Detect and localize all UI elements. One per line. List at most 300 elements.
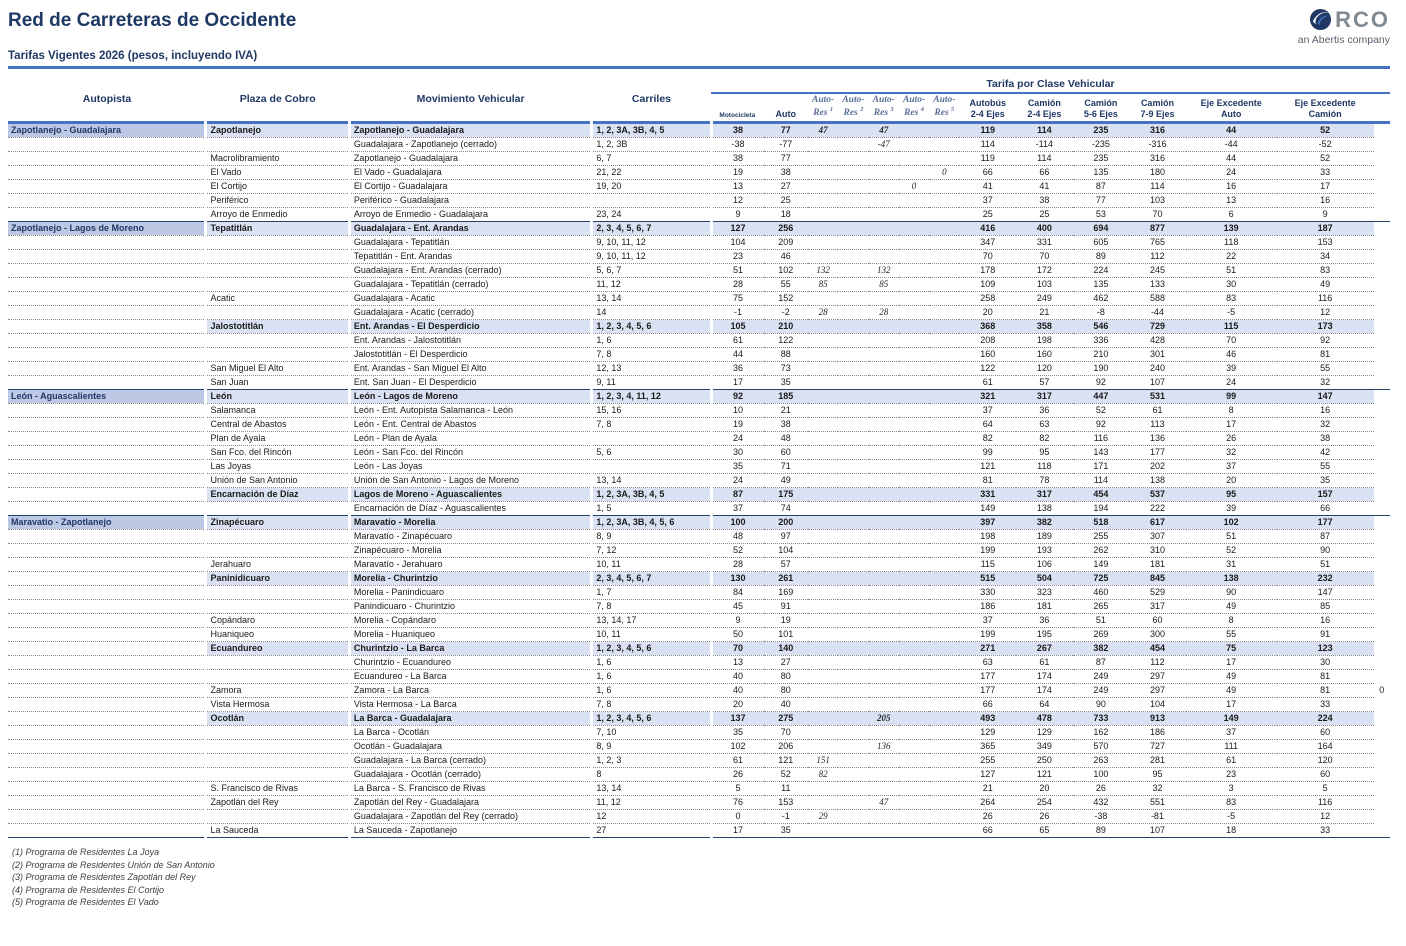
tariff-cell-auto-res-4 <box>899 516 929 530</box>
tariff-cell-autobus-2-4-ejes: 198 <box>959 530 1016 544</box>
carriles-cell: 5, 6, 7 <box>592 264 711 278</box>
tariff-cell-camion-5-6-ejes: 89 <box>1073 250 1130 264</box>
tariff-cell-auto-res-2 <box>838 684 868 698</box>
overflow-cell <box>1374 376 1390 390</box>
movimiento-cell: Periférico - Guadalajara <box>349 194 591 208</box>
tariff-cell-auto-res-2 <box>838 516 868 530</box>
tariff-cell-auto-res-2 <box>838 123 868 138</box>
plaza-cell <box>206 306 349 320</box>
tariff-cell-autobus-2-4-ejes: 199 <box>959 628 1016 642</box>
tariff-cell-auto-res-2 <box>838 544 868 558</box>
carriles-cell: 9, 11 <box>592 376 711 390</box>
plaza-cell: León <box>206 390 349 404</box>
col-header-eje-excedente-camion: Eje Excedente Camión <box>1294 98 1356 119</box>
overflow-cell <box>1374 362 1390 376</box>
carriles-cell: 13, 14 <box>592 474 711 488</box>
overflow-cell <box>1374 306 1390 320</box>
plaza-cell: Zamora <box>206 684 349 698</box>
carriles-cell <box>592 432 711 446</box>
tariff-cell-auto: 206 <box>764 740 808 754</box>
tariff-cell-motocicleta: 100 <box>711 516 764 530</box>
tariff-cell-auto-res-5 <box>929 362 959 376</box>
tariff-cell-eje-excedente-auto: 18 <box>1186 824 1277 838</box>
table-row <box>8 138 1390 152</box>
tariff-cell-camion-7-9-ejes: 428 <box>1129 334 1186 348</box>
tariff-cell-auto-res-2 <box>838 558 868 572</box>
tariff-cell-auto-res-3 <box>869 558 899 572</box>
tariff-cell-auto: 88 <box>764 348 808 362</box>
tariff-cell-eje-excedente-camion: 51 <box>1277 558 1374 572</box>
footnote-4: (4) Programa de Residentes El Cortijo <box>12 884 165 895</box>
tariff-cell-auto-res-5 <box>929 152 959 166</box>
tariff-cell-auto-res-5 <box>929 180 959 194</box>
plaza-cell: Zapotlán del Rey <box>206 796 349 810</box>
plaza-cell: Zapotlanejo <box>206 123 349 138</box>
tariff-cell-auto-res-4 <box>899 432 929 446</box>
tariff-cell-camion-2-4-ejes: 36 <box>1016 404 1073 418</box>
carriles-cell: 7, 10 <box>592 726 711 740</box>
autopista-cell <box>8 432 206 446</box>
carriles-cell: 19, 20 <box>592 180 711 194</box>
tariff-cell-eje-excedente-auto: 20 <box>1186 474 1277 488</box>
tariff-cell-auto: 209 <box>764 236 808 250</box>
tariff-cell-eje-excedente-auto: 23 <box>1186 768 1277 782</box>
tariff-cell-auto: 210 <box>764 320 808 334</box>
table-header <box>8 77 1390 123</box>
overflow-cell <box>1374 502 1390 516</box>
movimiento-cell: Guadalajara - Acatic <box>349 292 591 306</box>
tariff-cell-camion-2-4-ejes: 400 <box>1016 222 1073 236</box>
tariff-cell-auto-res-2 <box>838 236 868 250</box>
overflow-cell <box>1374 208 1390 222</box>
tariff-cell-auto-res-1 <box>808 600 838 614</box>
tariff-cell-auto-res-4 <box>899 376 929 390</box>
tariff-cell-camion-2-4-ejes: 181 <box>1016 600 1073 614</box>
tariff-cell-auto-res-4 <box>899 782 929 796</box>
carriles-cell: 7, 8 <box>592 698 711 712</box>
table-row <box>8 796 1390 810</box>
tariff-cell-auto-res-1 <box>808 586 838 600</box>
plaza-cell: Jalostotitlán <box>206 320 349 334</box>
movimiento-cell: Unión de San Antonio - Lagos de Moreno <box>349 474 591 488</box>
tariff-cell-eje-excedente-camion: 91 <box>1277 628 1374 642</box>
tariff-cell-auto: 35 <box>764 824 808 838</box>
carriles-cell: 8, 9 <box>592 740 711 754</box>
plaza-cell <box>206 544 349 558</box>
tariff-cell-camion-7-9-ejes: 112 <box>1129 250 1186 264</box>
tariff-cell-auto-res-5 <box>929 726 959 740</box>
tariff-cell-eje-excedente-camion: 17 <box>1277 180 1374 194</box>
autopista-cell <box>8 362 206 376</box>
tariff-cell-motocicleta: 127 <box>711 222 764 236</box>
tariff-cell-auto-res-2 <box>838 166 868 180</box>
tariff-cell-auto-res-1 <box>808 348 838 362</box>
carriles-cell: 8, 9 <box>592 530 711 544</box>
overflow-cell <box>1374 320 1390 334</box>
movimiento-cell: León - Las Joyas <box>349 460 591 474</box>
tariff-cell-auto-res-4 <box>899 123 929 138</box>
tariff-cell-auto-res-2 <box>838 460 868 474</box>
tariff-cell-eje-excedente-camion: 81 <box>1277 670 1374 684</box>
overflow-cell: 0 <box>1379 685 1385 695</box>
tariff-cell-eje-excedente-camion: 55 <box>1277 362 1374 376</box>
tariff-cell-motocicleta: 87 <box>711 488 764 502</box>
tariff-cell-eje-excedente-auto: 70 <box>1186 334 1277 348</box>
tariff-cell-autobus-2-4-ejes: 177 <box>959 684 1016 698</box>
tariff-cell-eje-excedente-auto: 24 <box>1186 166 1277 180</box>
tariff-cell-auto-res-5 <box>929 544 959 558</box>
tariff-cell-eje-excedente-auto: 37 <box>1186 726 1277 740</box>
tariff-cell-camion-7-9-ejes: 133 <box>1129 278 1186 292</box>
autopista-cell <box>8 166 206 180</box>
tariff-cell-camion-5-6-ejes: 235 <box>1073 123 1130 138</box>
tariff-cell-eje-excedente-camion: 52 <box>1277 123 1374 138</box>
tariff-cell-auto-res-4 <box>899 628 929 642</box>
tariff-cell-auto-res-5 <box>929 810 959 824</box>
tariff-cell-camion-7-9-ejes: 107 <box>1129 376 1186 390</box>
tariff-cell-auto-res-3 <box>869 404 899 418</box>
tariff-cell-autobus-2-4-ejes: 119 <box>959 123 1016 138</box>
tariff-cell-auto-res-1: 132 <box>808 264 838 278</box>
tariff-cell-eje-excedente-camion: 90 <box>1277 544 1374 558</box>
tariff-cell-auto: 18 <box>764 208 808 222</box>
tariff-cell-auto-res-5 <box>929 446 959 460</box>
tariff-cell-auto-res-3 <box>869 754 899 768</box>
tariff-cell-auto-res-3 <box>869 320 899 334</box>
tariff-cell-auto: 140 <box>764 642 808 656</box>
tariff-cell-auto-res-5 <box>929 460 959 474</box>
autopista-cell <box>8 768 206 782</box>
overflow-cell <box>1374 810 1390 824</box>
tariff-cell-auto-res-2 <box>838 810 868 824</box>
tariff-cell-auto-res-3 <box>869 432 899 446</box>
tariff-cell-autobus-2-4-ejes: 397 <box>959 516 1016 530</box>
tariff-cell-auto-res-2 <box>838 726 868 740</box>
tariff-cell-eje-excedente-auto: 111 <box>1186 740 1277 754</box>
tariff-cell-auto-res-5 <box>929 712 959 726</box>
tariff-cell-auto-res-4 <box>899 138 929 152</box>
tariff-cell-auto-res-3 <box>869 362 899 376</box>
plaza-cell: Periférico <box>206 194 349 208</box>
col-header-auto-res-2: Auto- Res $^2$ <box>842 95 865 119</box>
overflow-cell <box>1374 180 1390 194</box>
tariff-cell-camion-2-4-ejes: 114 <box>1016 123 1073 138</box>
tariff-cell-autobus-2-4-ejes: 20 <box>959 306 1016 320</box>
tariff-cell-auto-res-5 <box>929 488 959 502</box>
tariff-cell-auto-res-4 <box>899 530 929 544</box>
tariff-cell-auto-res-3 <box>869 166 899 180</box>
tariff-cell-camion-2-4-ejes: 174 <box>1016 670 1073 684</box>
tariff-cell-eje-excedente-auto: 61 <box>1186 754 1277 768</box>
tariff-cell-auto: 38 <box>764 166 808 180</box>
tariff-cell-camion-7-9-ejes: 103 <box>1129 194 1186 208</box>
plaza-cell <box>206 656 349 670</box>
tariff-cell-auto-res-5 <box>929 348 959 362</box>
tariff-cell-auto-res-4 <box>899 152 929 166</box>
tariff-cell-motocicleta: 38 <box>711 152 764 166</box>
tariff-cell-auto-res-3 <box>869 600 899 614</box>
movimiento-cell: Zapotlanejo - Guadalajara <box>349 123 591 138</box>
tariff-cell-eje-excedente-auto: -44 <box>1186 138 1277 152</box>
tariff-cell-auto-res-2 <box>838 292 868 306</box>
tariff-cell-auto-res-3 <box>869 418 899 432</box>
tariff-cell-auto-res-4 <box>899 236 929 250</box>
tariff-cell-auto-res-2 <box>838 250 868 264</box>
tariff-cell-eje-excedente-camion: 35 <box>1277 474 1374 488</box>
table-row <box>8 334 1390 348</box>
tariff-cell-auto: -1 <box>764 810 808 824</box>
plaza-cell <box>206 600 349 614</box>
movimiento-cell: Morelia - Panindicuaro <box>349 586 591 600</box>
table-row <box>8 698 1390 712</box>
table-row <box>8 740 1390 754</box>
tariff-cell-camion-7-9-ejes: 529 <box>1129 586 1186 600</box>
tariff-cell-auto-res-1 <box>808 516 838 530</box>
tariff-cell-auto: 101 <box>764 628 808 642</box>
plaza-cell <box>206 586 349 600</box>
autopista-cell <box>8 572 206 586</box>
tariff-cell-auto-res-3 <box>869 642 899 656</box>
tariff-cell-auto-res-5 <box>929 740 959 754</box>
autopista-cell <box>8 278 206 292</box>
tariff-cell-autobus-2-4-ejes: 199 <box>959 544 1016 558</box>
tariff-cell-autobus-2-4-ejes: 186 <box>959 600 1016 614</box>
movimiento-cell: Ent. Arandas - San Miguel El Alto <box>349 362 591 376</box>
tariff-cell-auto-res-1 <box>808 432 838 446</box>
tariff-cell-eje-excedente-auto: 31 <box>1186 558 1277 572</box>
autopista-cell <box>8 152 206 166</box>
tariff-cell-auto-res-1: 151 <box>808 754 838 768</box>
movimiento-cell: León - Ent. Central de Abastos <box>349 418 591 432</box>
tariff-cell-auto-res-5 <box>929 418 959 432</box>
tariff-cell-auto-res-2 <box>838 586 868 600</box>
tariff-cell-motocicleta: 30 <box>711 446 764 460</box>
tariff-cell-eje-excedente-auto: 49 <box>1186 670 1277 684</box>
tariff-cell-auto-res-5 <box>929 264 959 278</box>
tariff-cell-auto-res-2 <box>838 362 868 376</box>
tariff-cell-auto-res-3 <box>869 460 899 474</box>
tariff-cell-auto-res-2 <box>838 152 868 166</box>
tariff-cell-camion-7-9-ejes: -81 <box>1129 810 1186 824</box>
tariff-cell-auto-res-2 <box>838 418 868 432</box>
tariff-cell-eje-excedente-auto: 8 <box>1186 614 1277 628</box>
movimiento-cell: Arroyo de Enmedio - Guadalajara <box>349 208 591 222</box>
table-row <box>8 530 1390 544</box>
tariff-cell-auto: 169 <box>764 586 808 600</box>
tariff-cell-eje-excedente-camion: 30 <box>1277 656 1374 670</box>
tariff-cell-motocicleta: 24 <box>711 474 764 488</box>
tariff-cell-auto-res-2 <box>838 740 868 754</box>
plaza-cell <box>206 250 349 264</box>
table-row <box>8 684 1390 698</box>
tariff-cell-auto-res-1 <box>808 320 838 334</box>
tariff-cell-camion-5-6-ejes: 210 <box>1073 348 1130 362</box>
tariff-cell-eje-excedente-auto: 46 <box>1186 348 1277 362</box>
tariff-cell-auto-res-2 <box>838 572 868 586</box>
tariff-cell-motocicleta: 38 <box>711 123 764 138</box>
tariff-cell-auto-res-1 <box>808 460 838 474</box>
tariff-cell-auto-res-3: 47 <box>869 796 899 810</box>
autopista-cell: León - Aguascalientes <box>8 390 206 404</box>
overflow-cell <box>1374 796 1390 810</box>
tariff-cell-auto-res-3 <box>869 502 899 516</box>
tariff-cell-auto-res-5 <box>929 474 959 488</box>
tariff-cell-auto-res-5 <box>929 390 959 404</box>
tariff-cell-eje-excedente-camion: 12 <box>1277 306 1374 320</box>
tariff-cell-camion-7-9-ejes: 222 <box>1129 502 1186 516</box>
tariff-cell-auto-res-3 <box>869 782 899 796</box>
tariff-cell-motocicleta: 40 <box>711 670 764 684</box>
tariff-cell-eje-excedente-auto: 22 <box>1186 250 1277 264</box>
tariff-cell-autobus-2-4-ejes: 63 <box>959 656 1016 670</box>
tariff-cell-motocicleta: 0 <box>711 810 764 824</box>
carriles-cell: 1, 2, 3, 4, 5, 6 <box>592 642 711 656</box>
tariff-cell-auto: 35 <box>764 376 808 390</box>
plaza-cell <box>206 236 349 250</box>
tariff-cell-auto-res-3 <box>869 334 899 348</box>
tariff-cell-eje-excedente-auto: 51 <box>1186 264 1277 278</box>
autopista-cell <box>8 208 206 222</box>
tariff-cell-motocicleta: 75 <box>711 292 764 306</box>
tariff-cell-auto-res-4 <box>899 222 929 236</box>
autopista-cell <box>8 810 206 824</box>
tariff-cell-auto-res-1 <box>808 404 838 418</box>
carriles-cell: 21, 22 <box>592 166 711 180</box>
carriles-cell: 7, 12 <box>592 544 711 558</box>
tariff-cell-camion-5-6-ejes: 194 <box>1073 502 1130 516</box>
tariff-cell-auto-res-4 <box>899 656 929 670</box>
tariff-cell-eje-excedente-auto: 37 <box>1186 460 1277 474</box>
page-subtitle: Tarifas Vigentes 2026 (pesos, incluyendo IVA) <box>8 50 1390 69</box>
tariff-cell-camion-2-4-ejes: 267 <box>1016 642 1073 656</box>
tariff-cell-auto-res-1: 82 <box>808 768 838 782</box>
table-row <box>8 712 1390 726</box>
col-header-plaza-de-cobro: Plaza de Cobro <box>239 93 316 105</box>
overflow-cell <box>1374 740 1390 754</box>
carriles-cell: 9, 10, 11, 12 <box>592 250 711 264</box>
carriles-cell: 6, 7 <box>592 152 711 166</box>
tariff-cell-camion-2-4-ejes: 254 <box>1016 796 1073 810</box>
tariff-cell-camion-7-9-ejes: 70 <box>1129 208 1186 222</box>
movimiento-cell: Ocotlán - Guadalajara <box>349 740 591 754</box>
tariff-cell-camion-7-9-ejes: 32 <box>1129 782 1186 796</box>
tariff-cell-camion-5-6-ejes: 460 <box>1073 586 1130 600</box>
col-header-auto-res-3: Auto- Res $^3$ <box>872 95 895 119</box>
tariff-cell-motocicleta: 12 <box>711 194 764 208</box>
tariff-cell-eje-excedente-camion: 81 <box>1277 684 1374 698</box>
plaza-cell: Central de Abastos <box>206 418 349 432</box>
company-logo <box>1298 8 1390 46</box>
autopista-cell <box>8 558 206 572</box>
tariff-cell-auto: 38 <box>764 418 808 432</box>
tariff-cell-camion-2-4-ejes: 63 <box>1016 418 1073 432</box>
tariff-cell-eje-excedente-camion: 224 <box>1277 712 1374 726</box>
autopista-cell <box>8 726 206 740</box>
tariff-cell-motocicleta: 20 <box>711 698 764 712</box>
tariff-cell-auto-res-5 <box>929 558 959 572</box>
movimiento-cell: Guadalajara - Ent. Arandas (cerrado) <box>349 264 591 278</box>
tariff-cell-eje-excedente-camion: 33 <box>1277 698 1374 712</box>
tariff-cell-camion-5-6-ejes: 725 <box>1073 572 1130 586</box>
overflow-cell <box>1374 712 1390 726</box>
tariff-cell-camion-7-9-ejes: 729 <box>1129 320 1186 334</box>
tariff-cell-auto-res-3: 132 <box>869 264 899 278</box>
tariff-cell-camion-7-9-ejes: 531 <box>1129 390 1186 404</box>
tariff-cell-auto-res-5 <box>929 194 959 208</box>
overflow-cell <box>1374 558 1390 572</box>
table-row <box>8 180 1390 194</box>
tariff-cell-camion-5-6-ejes: 733 <box>1073 712 1130 726</box>
tariff-cell-camion-2-4-ejes: 323 <box>1016 586 1073 600</box>
tariff-cell-auto-res-2 <box>838 698 868 712</box>
tariff-cell-auto-res-4 <box>899 474 929 488</box>
overflow-cell <box>1374 446 1390 460</box>
tariff-cell-auto: 121 <box>764 754 808 768</box>
tariff-cell-camion-2-4-ejes: 160 <box>1016 348 1073 362</box>
tariff-cell-camion-5-6-ejes: 143 <box>1073 446 1130 460</box>
overflow-cell <box>1374 390 1390 404</box>
tariff-cell-auto-res-4 <box>899 754 929 768</box>
tariff-cell-auto-res-3: 136 <box>869 740 899 754</box>
movimiento-cell: El Cortijo - Guadalajara <box>349 180 591 194</box>
autopista-cell <box>8 488 206 502</box>
movimiento-cell: Guadalajara - Tepatitlán (cerrado) <box>349 278 591 292</box>
carriles-cell: 23, 24 <box>592 208 711 222</box>
carriles-cell: 10, 11 <box>592 558 711 572</box>
tariff-cell-auto-res-1 <box>808 376 838 390</box>
tariff-cell-auto: 104 <box>764 544 808 558</box>
tariff-cell-eje-excedente-camion: 87 <box>1277 530 1374 544</box>
tariff-cell-eje-excedente-auto: 8 <box>1186 404 1277 418</box>
tariff-cell-motocicleta: 35 <box>711 460 764 474</box>
tariff-cell-autobus-2-4-ejes: 66 <box>959 698 1016 712</box>
tariff-cell-camion-2-4-ejes: 129 <box>1016 726 1073 740</box>
tariff-cell-auto-res-1 <box>808 166 838 180</box>
carriles-cell: 15, 16 <box>592 404 711 418</box>
movimiento-cell: Zamora - La Barca <box>349 684 591 698</box>
carriles-cell: 1, 2, 3 <box>592 754 711 768</box>
tariff-cell-auto-res-1 <box>808 152 838 166</box>
tariff-cell-eje-excedente-camion: 42 <box>1277 446 1374 460</box>
tariff-cell-auto-res-4 <box>899 740 929 754</box>
autopista-cell <box>8 628 206 642</box>
plaza-cell: Encarnación de Díaz <box>206 488 349 502</box>
tariff-cell-eje-excedente-auto: 139 <box>1186 222 1277 236</box>
tariff-cell-camion-5-6-ejes: 262 <box>1073 544 1130 558</box>
tariff-cell-auto-res-1: 85 <box>808 278 838 292</box>
overflow-cell <box>1374 432 1390 446</box>
tariff-cell-auto-res-3 <box>869 446 899 460</box>
tariff-cell-auto-res-3 <box>869 824 899 838</box>
tariff-cell-camion-2-4-ejes: 478 <box>1016 712 1073 726</box>
tariff-cell-auto-res-3 <box>869 698 899 712</box>
overflow-cell <box>1374 292 1390 306</box>
plaza-cell: San Miguel El Alto <box>206 362 349 376</box>
tariff-cell-auto-res-5 <box>929 292 959 306</box>
autopista-cell <box>8 292 206 306</box>
tariff-cell-autobus-2-4-ejes: 177 <box>959 670 1016 684</box>
tariff-cell-motocicleta: 92 <box>711 390 764 404</box>
tariff-cell-camion-7-9-ejes: 95 <box>1129 768 1186 782</box>
plaza-cell: Las Joyas <box>206 460 349 474</box>
plaza-cell <box>206 278 349 292</box>
tariff-cell-motocicleta: 40 <box>711 684 764 698</box>
table-row <box>8 376 1390 390</box>
plaza-cell <box>206 264 349 278</box>
table-row <box>8 726 1390 740</box>
autopista-cell <box>8 474 206 488</box>
tariff-cell-eje-excedente-camion: 52 <box>1277 152 1374 166</box>
